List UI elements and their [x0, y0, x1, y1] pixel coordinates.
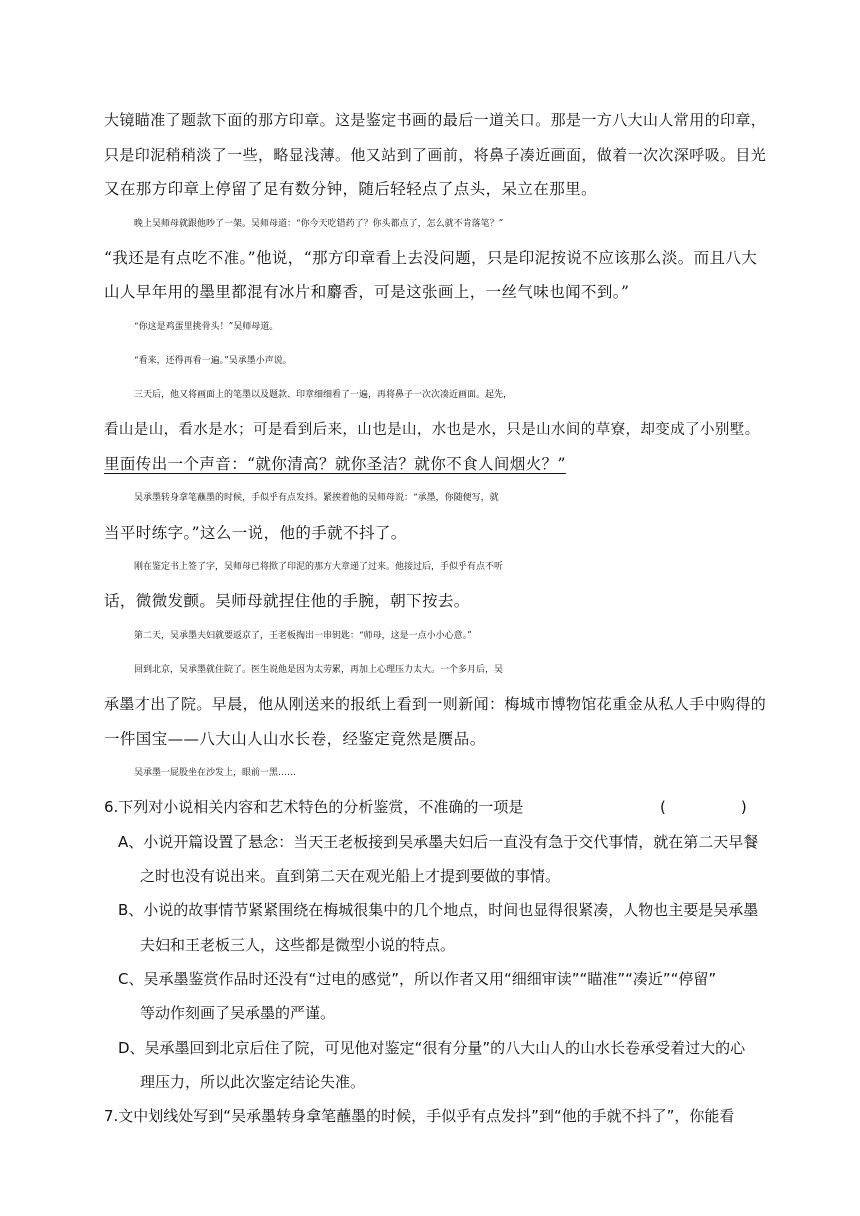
story-line: 三天后，他又将画面上的笔墨以及题款、印章细细看了一遍，再将鼻子一次次凑近画面。起先，	[134, 390, 513, 400]
option-c: C、吴承墨鉴赏作品时还没有“过电的感觉”，所以作者又用“细细审读”“瞄准”“凑近”“停留”	[118, 970, 717, 988]
option-c-continued: 等动作刻画了吴承墨的严谨。	[140, 1004, 336, 1022]
story-line: 大镜瞄准了题款下面的那方印章。这是鉴定书画的最后一道关口。那是一方八大山人常用的印章，	[104, 111, 767, 129]
story-line: 吴承墨转身拿笔蘸墨的时候，手似乎有点发抖。紧挨着他的吴师母说：“承墨，你随便写，就	[134, 493, 499, 503]
option-b-continued: 夫妇和王老板三人，这些都是微型小说的特点。	[140, 936, 456, 954]
story-line: “我还是有点吃不准。”他说，“那方印章看上去没问题，只是印泥按说不应该那么淡。而且八大	[104, 249, 758, 267]
story-line: 当平时练字。”这么一说，他的手就不抖了。	[104, 524, 407, 542]
option-d-continued: 理压力，所以此次鉴定结论失准。	[140, 1073, 366, 1091]
story-line: 第二天，吴承墨夫妇就要返京了，王老板掏出一串钥匙：“师母，这是一点小小心意。”	[134, 631, 472, 641]
underlined-story-line: 里面传出一个声音：“就你清高？就你圣洁？就你不食人间烟火？”	[104, 455, 566, 473]
story-line: 一件国宝——八大山人山水长卷，经鉴定竟然是赝品。	[104, 730, 486, 748]
story-line: 话，微微发颤。吴师母就捏住他的手腕，朝下按去。	[104, 592, 470, 610]
story-line: 看山是山，看水是水；可是看到后来，山也是山，水也是水，只是山水间的草寮，却变成了小别墅。	[104, 422, 760, 438]
question-6-stem: 6.下列对小说相关内容和艺术特色的分析鉴赏，不准确的一项是	[104, 798, 524, 816]
story-line: 承墨才出了院。早晨，他从刚送来的报纸上看到一则新闻：梅城市博物馆花重金从私人手中购得的	[104, 695, 767, 713]
question-7-stem: 7.文中划线处写到“吴承墨转身拿笔蘸墨的时候，手似乎有点发抖”到“他的手就不抖了”，你能看	[104, 1107, 735, 1125]
option-d: D、吴承墨回到北京后住了院，可见他对鉴定“很有分量”的八大山人的山水长卷承受着过大的心	[118, 1039, 746, 1057]
story-line: 又在那方印章上停留了足有数分钟，随后轻轻点了点头，呆立在那里。	[104, 180, 597, 198]
option-a-continued: 之时也没有说出来。直到第二天在观光船上才提到要做的事情。	[140, 867, 561, 885]
story-line: 吴承墨一屁股坐在沙发上，眼前一黑……	[134, 768, 297, 778]
answer-blank: ( )	[660, 798, 747, 816]
story-line: 晚上吴师母就跟他吵了一架。吴师母道：“你今天吃错药了？你头都点了，怎么就不肯落笔？”	[134, 219, 504, 229]
story-line: 回到北京，吴承墨就住院了。医生说他是因为太劳累，再加上心理压力太大。一个多月后，吴	[134, 665, 504, 675]
option-b: B、小说的故事情节紧紧围绕在梅城很集中的几个地点，时间也显得很紧凑，人物也主要是吴承墨	[118, 901, 759, 919]
story-line: “你这是鸡蛋里挑骨头！”吴师母道。	[134, 322, 279, 332]
option-a: A、小说开篇设置了悬念：当天王老板接到吴承墨夫妇后一直没有急于交代事情，就在第二天早餐	[118, 833, 759, 851]
story-line: “看来，还得再看一遍。”吴承墨小声说。	[134, 356, 292, 366]
story-line: 只是印泥稍稍淡了一些，略显浅薄。他又站到了画前，将鼻子凑近画面，做着一次次深呼吸。目光	[104, 146, 767, 164]
story-line: 山人早年用的墨里都混有冰片和麝香，可是这张画上，一丝气味也闻不到。”	[104, 283, 630, 301]
story-line: 刚在鉴定书上签了字，吴师母已将揿了印泥的那方大章递了过来。他接过后，手似乎有点不听	[134, 562, 504, 572]
